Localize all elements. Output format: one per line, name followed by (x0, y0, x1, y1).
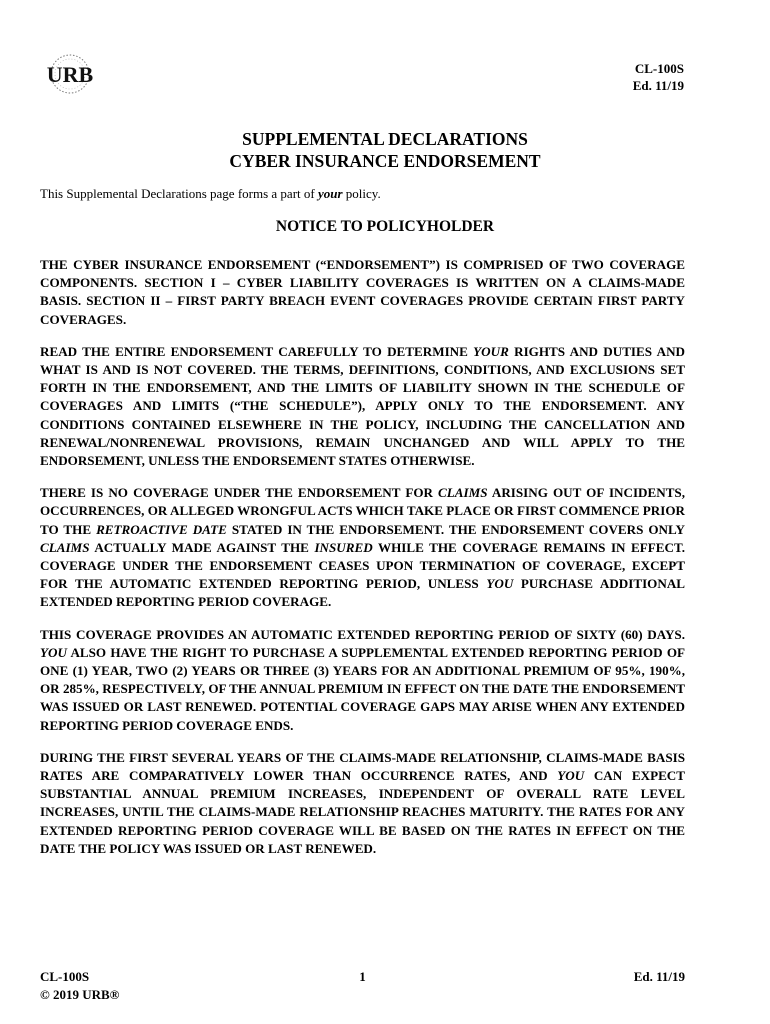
paragraph-text: ARISING OUT OF INCIDENTS, OCCURRENCES, OR ALLEGED WRONGFUL ACTS WHICH TAKE PLACE OR FIRST COMMENCE PRIOR TO THE (40, 485, 685, 537)
footer-edition: Ed. 11/19 (633, 969, 685, 984)
emphasized-term: CLAIMS (40, 539, 90, 555)
emphasized-term: YOU (40, 644, 67, 660)
notice-heading: NOTICE TO POLICYHOLDER (275, 218, 495, 235)
paragraph-text: THERE IS NO COVERAGE UNDER THE ENDORSEMENT FOR (40, 485, 439, 501)
notice-paragraph (40, 749, 685, 858)
footer-page-number: 1 (359, 969, 366, 984)
form-id-block (633, 60, 684, 94)
notice-paragraph (40, 626, 685, 735)
paragraph-text: STATED IN THE ENDORSEMENT. THE ENDORSEMENT COVERS ONLY (226, 521, 685, 537)
title-line-2: CYBER INSURANCE ENDORSEMENT (229, 151, 541, 171)
paragraph-text: DURING THE FIRST SEVERAL YEARS OF THE CLAIMS-MADE RELATIONSHIP, CLAIMS-MADE BASIS RATES ARE COMPARATIVELY LOWER THAN OCCURRENCE RATES, AND (40, 749, 685, 784)
emphasized-term: YOU (486, 576, 514, 592)
emphasized-term: YOUR (473, 343, 509, 359)
title-line-1: SUPPLEMENTAL DECLARATIONS (242, 129, 528, 149)
edition-date: Ed. 11/19 (632, 78, 684, 93)
paragraph-text: THIS COVERAGE PROVIDES AN AUTOMATIC EXTENDED REPORTING PERIOD OF SIXTY (60) DAYS. (40, 626, 685, 642)
emphasized-term: CLAIMS (438, 485, 488, 501)
paragraph-text: WHILE THE COVERAGE REMAINS IN EFFECT. COVERAGE UNDER THE ENDORSEMENT CEASES UPON TERMINATION OF COVERAGE, EXCEPT FOR THE AUTOMATIC EXTENDED REPORTING PERIOD, UNLESS (40, 539, 685, 592)
footer-copyright: © 2019 URB® (40, 987, 120, 1002)
notice-paragraph (40, 256, 685, 329)
notice-body (40, 256, 685, 872)
emphasized-term: RETROACTIVE DATE (96, 521, 227, 537)
paragraph-text: THE CYBER INSURANCE ENDORSEMENT (“ENDORSEMENT”) IS COMPRISED OF TWO COVERAGE COMPONENTS. SECTION I – CYBER LIABILITY COVERAGES IS WRITTEN ON A CLAIMS-MADE BASIS. SECTION II – FIRST PARTY BREACH EVENT COVERAGES PROVIDE CERTAIN FIRST PARTY COVERAGES. (40, 257, 685, 327)
paragraph-text: ALSO HAVE THE RIGHT TO PURCHASE A SUPPLEMENTAL EXTENDED REPORTING PERIOD OF ONE (1) YEAR, TWO (2) YEARS OR THREE (3) YEARS FOR AN ADDITIONAL PREMIUM OF 95%, 190%, OR 285%, RESPECTIVELY, OF THE ANNUAL PREMIUM IN EFFECT ON THE DATE THE ENDORSEMENT WAS ISSUED OR LAST RENEWED. POTENTIAL COVERAGE GAPS MAY ARISE WHEN ANY EXTENDED REPORTING PERIOD COVERAGE ENDS. (40, 644, 685, 733)
intro-emphasis: your (317, 186, 343, 201)
logo-text: URB (46, 62, 94, 87)
footer-form-number: CL-100S (40, 969, 90, 984)
urb-logo (40, 52, 100, 96)
notice-paragraph (40, 343, 685, 470)
intro-text-after: policy. (342, 186, 381, 201)
document-title (0, 128, 770, 172)
page-footer (40, 968, 685, 1008)
form-number: CL-100S (634, 61, 684, 76)
paragraph-text: ACTUALLY MADE AGAINST THE (89, 539, 315, 555)
paragraph-text: RIGHTS AND DUTIES AND WHAT IS AND IS NOT COVERED. THE TERMS, DEFINITIONS, CONDITIONS, AND EXCLUSIONS SET FORTH IN THE ENDORSEMENT, AND THE LIMITS OF LIABILITY SHOWN IN THE SCHEDULE OF COVERAGES AND LIMITS (“THE SCHEDULE”), APPLY ONLY TO THE ENDORSEMENT. ANY CONDITIONS CONTAINED ELSEWHERE IN THE POLICY, INCLUDING THE CANCELLATION AND RENEWAL/NONRENEWAL PROVISIONS, REMAIN UNCHANGED AND WILL APPLY TO THE ENDORSEMENT, UNLESS THE ENDORSEMENT STATES OTHERWISE. (40, 343, 685, 469)
paragraph-text: READ THE ENTIRE ENDORSEMENT CAREFULLY TO DETERMINE (40, 343, 474, 359)
intro-text-before: This Supplemental Declarations page forms a part of (40, 186, 318, 201)
intro-sentence (40, 186, 680, 202)
emphasized-term: INSURED (314, 539, 373, 555)
paragraph-text: CAN EXPECT SUBSTANTIAL ANNUAL PREMIUM INCREASES, INDEPENDENT OF OVERALL RATE LEVEL INCREASES, UNTIL THE CLAIMS-MADE RELATIONSHIP REACHES MATURITY. THE RATES FOR ANY EXTENDED REPORTING PERIOD COVERAGE WILL BE BASED ON THE RATES IN EFFECT ON THE DATE THE POLICY WAS ISSUED OR LAST RENEWED. (40, 768, 685, 856)
notice-paragraph (40, 484, 685, 611)
paragraph-text: PURCHASE ADDITIONAL EXTENDED REPORTING PERIOD COVERAGE. (40, 576, 686, 610)
urb-logo-mark (40, 52, 100, 96)
emphasized-term: YOU (557, 768, 585, 784)
